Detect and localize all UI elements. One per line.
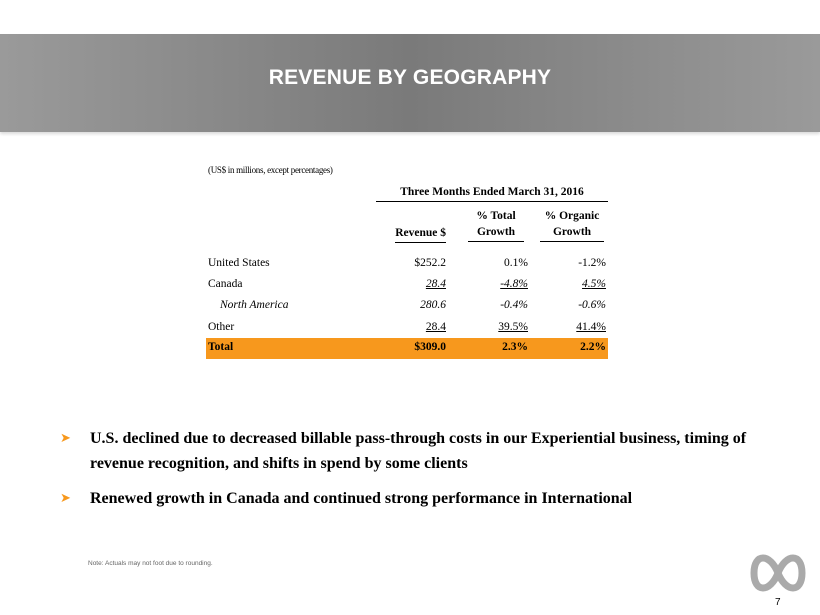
col-header-total-growth-line2: Growth: [468, 224, 524, 242]
page-number: 7: [775, 597, 781, 608]
bullet-text: Renewed growth in Canada and continued strong performance in International: [90, 490, 633, 507]
units-caption: (US$ in millions, except percentages): [208, 165, 333, 175]
cell-total-growth: -0.4%: [500, 299, 528, 311]
cell-organic-growth: -1.2%: [578, 257, 606, 269]
row-label: North America: [220, 299, 289, 311]
col-header-total-growth-line1: % Total: [476, 210, 516, 222]
cell-revenue: 28.4: [425, 278, 446, 290]
col-header-organic-growth-line1: % Organic: [544, 210, 600, 222]
cell-revenue: 280.6: [420, 299, 446, 311]
table-row-total: [206, 338, 608, 359]
col-header-revenue-label: Revenue $: [395, 225, 446, 243]
table-row-north-america: [206, 296, 608, 316]
cell-organic-growth: -0.6%: [578, 299, 606, 311]
footnote: Note: Actuals may not foot due to rounding.: [88, 560, 213, 567]
cell-revenue: 28.4: [425, 321, 446, 333]
infinity-logo-icon: [748, 549, 808, 597]
bullet-list: [60, 426, 780, 521]
cell-total-growth: 2.3%: [502, 341, 528, 353]
cell-organic-growth: 2.2%: [580, 341, 606, 353]
col-header-revenue: [376, 225, 446, 243]
period-header: Three Months Ended March 31, 2016: [400, 186, 584, 198]
bullet-item: [60, 486, 780, 511]
cell-total-growth: -4.8%: [500, 278, 528, 290]
period-rule: [376, 201, 608, 202]
table-row-canada: [206, 275, 608, 295]
col-header-total-growth: [462, 208, 530, 242]
cell-revenue: $252.2: [414, 257, 446, 269]
slide-title: REVENUE BY GEOGRAPHY: [268, 66, 552, 89]
bullet-item: [60, 426, 780, 476]
col-header-organic-growth-line2: Growth: [540, 224, 604, 242]
arrow-bullet-icon: ➤: [60, 431, 71, 446]
row-label: United States: [208, 257, 270, 269]
cell-organic-growth: 4.5%: [582, 278, 606, 290]
table-row-other: [206, 318, 608, 338]
cell-organic-growth: 41.4%: [576, 321, 606, 333]
row-label: Total: [208, 341, 234, 353]
table-row-united-states: [206, 254, 608, 274]
cell-revenue: $309.0: [414, 341, 446, 353]
cell-total-growth: 0.1%: [504, 257, 528, 269]
bullet-text: U.S. declined due to decreased billable pass-through costs in our Experiential business, timing of revenue recognition, and shifts in spend by some clients: [90, 430, 747, 472]
col-header-organic-growth: [536, 208, 608, 242]
row-label: Other: [208, 321, 235, 333]
cell-total-growth: 39.5%: [498, 321, 528, 333]
row-label: Canada: [208, 278, 243, 290]
arrow-bullet-icon: ➤: [60, 491, 71, 506]
